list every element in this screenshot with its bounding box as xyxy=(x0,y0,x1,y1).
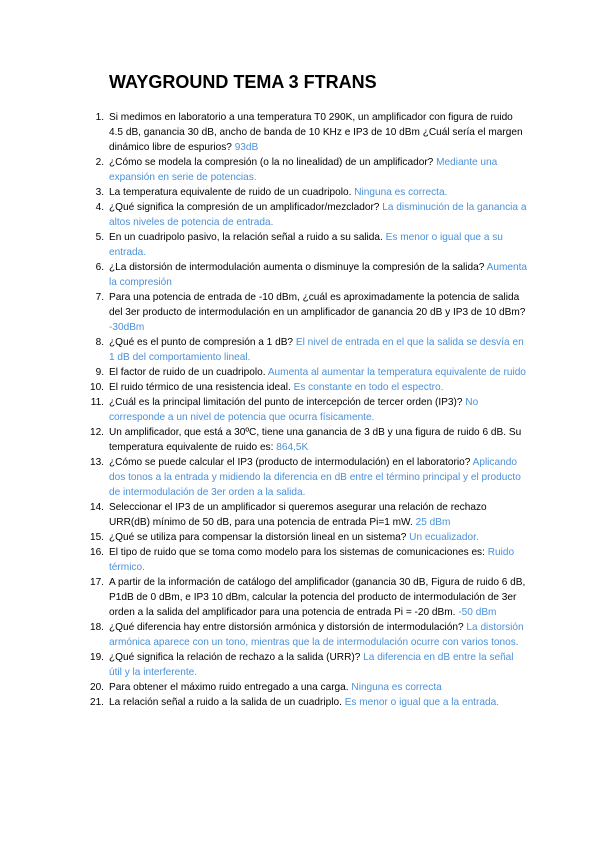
list-item xyxy=(84,500,528,530)
question-number: 15. xyxy=(89,532,104,543)
answer-text: Ninguna es correcta xyxy=(351,682,442,693)
list-item xyxy=(84,290,528,335)
answer-text: Aumenta la compresión xyxy=(109,262,528,288)
question-number: 10. xyxy=(89,382,104,393)
list-item xyxy=(84,260,528,290)
question-number: 14. xyxy=(89,502,104,513)
question-text: ¿Qué es el punto de compresión a 1 dB? xyxy=(109,337,294,348)
answer-text: Un ecualizador. xyxy=(409,532,479,543)
list-item xyxy=(84,575,528,620)
question-text: ¿Qué se utiliza para compensar la distorsión lineal en un sistema? xyxy=(109,532,407,543)
question-list xyxy=(84,110,528,710)
question-text: ¿Cómo se modela la compresión (o la no linealidad) de un amplificador? xyxy=(109,157,434,168)
answer-text: La distorsión armónica aparece con un tono, mientras que la de intermodulación ocurre con varios tonos. xyxy=(109,622,524,648)
question-text: Un amplificador, que está a 30ºC, tiene una ganancia de 3 dB y una figura de ruido 6 dB. Su temperatura equivalente de ruido es: xyxy=(109,427,522,453)
list-item xyxy=(84,530,528,545)
list-item xyxy=(84,185,528,200)
question-number: 1. xyxy=(95,112,104,123)
question-text: Seleccionar el IP3 de un amplificador si queremos asegurar una relación de rechazo URR(dB) mínimo de 50 dB, para una potencia de entrada Pi=1 mW. xyxy=(109,502,487,528)
question-text: ¿Qué significa la relación de rechazo a la salida (URR)? xyxy=(109,652,361,663)
question-number: 19. xyxy=(89,652,104,663)
question-number: 9. xyxy=(95,367,104,378)
question-text: A partir de la información de catálogo del amplificador (ganancia 30 dB, Figura de ruido 6 dB, P1dB de 0 dBm, e IP3 10 dBm, calcular la potencia del producto de intermodulación de 3er orden a la salida del amplificador para una potencia de entrada Pi = -20 dBm. xyxy=(109,577,526,618)
answer-text: Ninguna es correcta. xyxy=(354,187,448,198)
list-item xyxy=(84,365,528,380)
answer-text: -30dBm xyxy=(109,322,145,333)
question-number: 12. xyxy=(89,427,104,438)
question-number: 16. xyxy=(89,547,104,558)
question-number: 11. xyxy=(90,397,104,408)
list-item xyxy=(84,200,528,230)
question-number: 5. xyxy=(95,232,104,243)
question-text: Si medimos en laboratorio a una temperatura T0 290K, un amplificador con figura de ruido 4.5 dB, ganancia 30 dB, ancho de banda de 10 KHz e IP3 de 10 dBm ¿Cuál sería el margen dinámico libre de espurios? xyxy=(109,112,523,153)
list-item xyxy=(84,230,528,260)
question-text: El ruido térmico de una resistencia ideal. xyxy=(109,382,291,393)
list-item xyxy=(84,695,528,710)
answer-text: No corresponde a un nivel de potencia que ocurra físicamente. xyxy=(109,397,479,423)
list-item xyxy=(84,680,528,695)
question-text: ¿Qué diferencia hay entre distorsión armónica y distorsión de intermodulación? xyxy=(109,622,464,633)
answer-text: Es menor o igual que a la entrada. xyxy=(344,697,499,708)
list-item xyxy=(84,620,528,650)
answer-text: -50 dBm xyxy=(458,607,497,618)
question-text: La temperatura equivalente de ruido de un cuadripolo. xyxy=(109,187,352,198)
list-item xyxy=(84,545,528,575)
question-text: En un cuadripolo pasivo, la relación señal a ruido a su salida. xyxy=(109,232,383,243)
list-item xyxy=(84,380,528,395)
question-number: 21. xyxy=(89,697,104,708)
answer-text: Es menor o igual que a su entrada. xyxy=(109,232,503,258)
question-text: ¿Qué significa la compresión de un amplificador/mezclador? xyxy=(109,202,380,213)
list-item xyxy=(84,110,528,155)
question-number: 8. xyxy=(95,337,104,348)
answer-text: 864,5K xyxy=(276,442,309,453)
question-text: ¿Cómo se puede calcular el IP3 (producto de intermodulación) en el laboratorio? xyxy=(109,457,471,468)
question-number: 17. xyxy=(89,577,104,588)
answer-text: 25 dBm xyxy=(415,517,451,528)
answer-text: El nivel de entrada en el que la salida se desvía en 1 dB del comportamiento lineal. xyxy=(109,337,524,363)
answer-text: La disminución de la ganancia a altos niveles de potencia de entrada. xyxy=(109,202,527,228)
answer-text: Mediante una expansión en serie de potencias. xyxy=(109,157,498,183)
question-number: 20. xyxy=(89,682,104,693)
answer-text: La diferencia en dB entre la señal útil y la interferente. xyxy=(109,652,514,678)
list-item xyxy=(84,335,528,365)
answer-text: Aplicando dos tonos a la entrada y midiendo la diferencia en dB entre el término principal y el producto de intermodulación de 3er orden a la salida. xyxy=(109,457,521,498)
question-number: 4. xyxy=(95,202,104,213)
question-number: 7. xyxy=(95,292,104,303)
question-number: 6. xyxy=(95,262,104,273)
question-text: Para una potencia de entrada de -10 dBm, ¿cuál es aproximadamente la potencia de salida del 3er producto de intermodulación en un amplificador de ganancia 20 dB y IP3 de 10 dBm? xyxy=(109,292,526,318)
question-number: 2. xyxy=(95,157,104,168)
question-text: ¿La distorsión de intermodulación aumenta o disminuye la compresión de la salida? xyxy=(109,262,485,273)
list-item xyxy=(84,425,528,455)
question-text: El tipo de ruido que se toma como modelo para los sistemas de comunicaciones es: xyxy=(109,547,485,558)
list-item xyxy=(84,455,528,500)
list-item xyxy=(84,155,528,185)
question-text: La relación señal a ruido a la salida de un cuadriplo. xyxy=(109,697,342,708)
question-number: 3. xyxy=(95,187,104,198)
question-number: 18. xyxy=(89,622,104,633)
list-item xyxy=(84,395,528,425)
list-item xyxy=(84,650,528,680)
page-title: WAYGROUND TEMA 3 FTRANS xyxy=(109,72,377,92)
answer-text: Aumenta al aumentar la temperatura equivalente de ruido xyxy=(267,367,526,378)
question-text: El factor de ruido de un cuadripolo. xyxy=(109,367,266,378)
answer-text: 93dB xyxy=(234,142,259,153)
question-text: ¿Cuál es la principal limitación del punto de intercepción de tercer orden (IP3)? xyxy=(109,397,463,408)
answer-text: Es constante en todo el espectro. xyxy=(293,382,444,393)
question-text: Para obtener el máximo ruido entregado a una carga. xyxy=(109,682,349,693)
question-number: 13. xyxy=(89,457,104,468)
answer-text: Ruido térmico. xyxy=(109,547,515,573)
